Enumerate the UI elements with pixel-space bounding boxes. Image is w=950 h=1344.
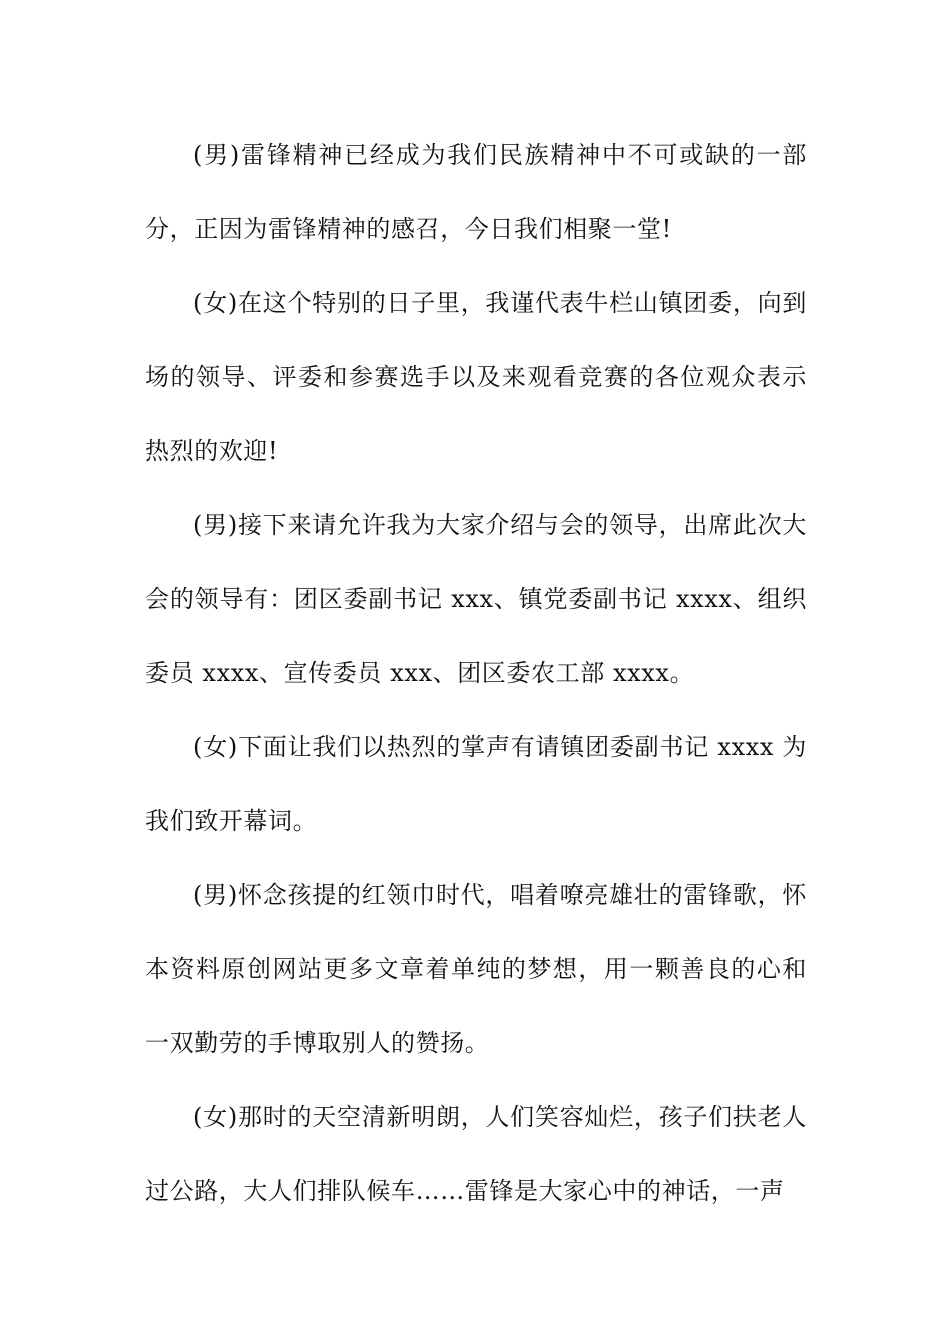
paragraph: (男)怀念孩提的红领巾时代，唱着嘹亮雄壮的雷锋歌，怀本资料原创网站更多文章着单纯的梦想，用一颗善良的心和一双勤劳的手博取别人的赞扬。 (145, 881, 807, 1057)
paragraph: (女)在这个特别的日子里，我谨代表牛栏山镇团委，向到场的领导、评委和参赛选手以及来观看竞赛的各位观众表示热烈的欢迎! (145, 289, 807, 465)
document-body (145, 118, 807, 1228)
paragraph: (女)那时的天空清新明朗，人们笑容灿烂，孩子们扶老人过公路，大人们排队候车……雷锋是大家心中的神话，一声 (145, 1103, 807, 1205)
paragraph: (女)下面让我们以热烈的掌声有请镇团委副书记 xxxx 为我们致开幕词。 (145, 733, 807, 835)
paragraph: (男)接下来请允许我为大家介绍与会的领导，出席此次大会的领导有：团区委副书记 xxx、镇党委副书记 xxxx、组织委员 xxxx、宣传委员 xxx、团区委农工部 xxxx。 (145, 511, 807, 687)
paragraph: (男)雷锋精神已经成为我们民族精神中不可或缺的一部分，正因为雷锋精神的感召，今日我们相聚一堂! (145, 141, 807, 243)
